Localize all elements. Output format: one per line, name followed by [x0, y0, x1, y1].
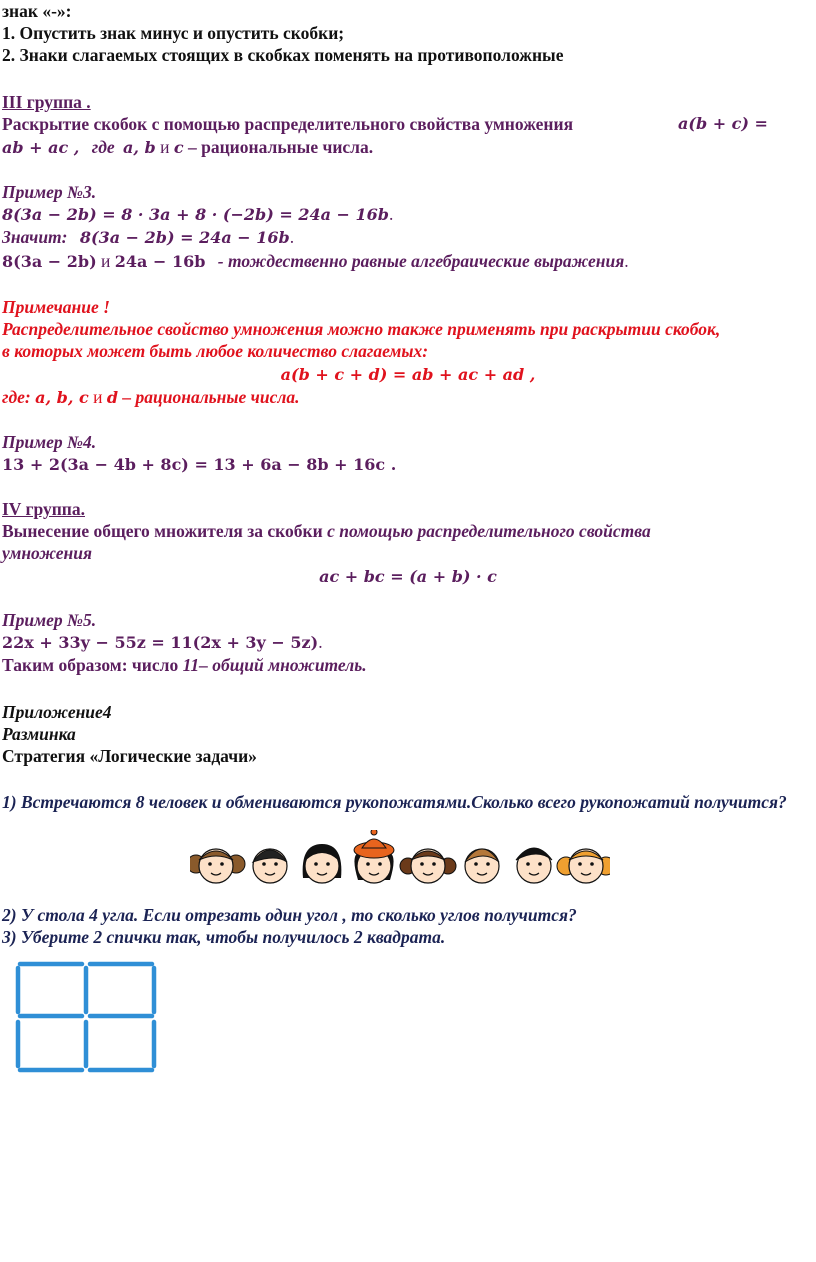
group-4-text — [2, 520, 651, 542]
children-faces-icon — [190, 830, 610, 892]
example-3-title: Пример №3. — [2, 182, 97, 202]
appendix-title: Приложение4 — [2, 702, 112, 722]
example-3-means: Значит: — [2, 227, 68, 247]
note-where: где: — [2, 387, 31, 407]
face-girl-blonde-icon — [557, 849, 610, 883]
question-3: 3) Уберите 2 спички так, чтобы получилось 2 квадрата. — [2, 927, 446, 947]
note-line-1: Распределительное свойство умножения можно также применять при раскрытии скобок, — [2, 319, 721, 339]
question-1: 1) Встречаются 8 человек и обмениваются рукопожатями.Сколько всего рукопожатий получится? — [2, 792, 787, 812]
group-3-title: III группа . — [2, 92, 91, 112]
example-5-line — [2, 631, 323, 654]
group-3-vars: a, b — [123, 138, 156, 157]
group-3-text-label: Раскрытие скобок с помощью распределительного свойства умножения — [2, 114, 574, 134]
face-girl-orange-hat-icon — [354, 830, 394, 883]
group-3-line-2 — [2, 136, 373, 159]
face-girl-pigtails-1-icon — [190, 849, 245, 883]
group-4-text-a: Вынесение общего множителя за скобки — [2, 521, 323, 541]
group-4-formula — [0, 565, 816, 588]
note-formula — [0, 363, 816, 386]
example-4-title: Пример №4. — [2, 432, 97, 452]
face-boy-dark-2-icon — [516, 848, 552, 883]
example-5-title: Пример №5. — [2, 610, 97, 630]
warmup-label: Разминка — [2, 724, 76, 744]
face-boy-brown-icon — [465, 849, 499, 883]
rule-2: 2. Знаки слагаемых стоящих в скобках поменять на противоположные — [2, 45, 564, 65]
group-3-and: и — [160, 137, 170, 157]
note-title: Примечание ! — [2, 297, 110, 317]
note-and: и — [93, 387, 103, 407]
group-4-title: IV группа. — [2, 499, 85, 519]
group-4-formula-text: ac + bc = (a + b) · c — [319, 567, 497, 586]
group-3-text — [2, 113, 768, 135]
example-4-equation: 13 + 2(3a − 4b + 8c) = 13 + 6a − 8b + 16c . — [2, 455, 397, 474]
example-3-equation-1: 8(3a − 2b) = 8 · 3a + 8 · (−2b) = 24a − 16b — [2, 205, 389, 224]
example-5-dot: . — [318, 632, 323, 652]
example-3-line-2: Значит: 8(3a − 2b) = 24a − 16b. — [2, 227, 295, 247]
example-3-line-3: 8(3a − 2b) и 24a − 16b - тождественно равные алгебраические выражения. — [2, 251, 629, 271]
group-3-where: где — [91, 137, 115, 157]
group-4-text-b: с помощью распределительного свойства — [327, 521, 651, 541]
example-3-dot: . — [388, 204, 394, 224]
group-3-var-c: c — [173, 138, 184, 157]
example-3-expr-b: 24a − 16b — [114, 252, 206, 271]
face-girl-bob-icon — [303, 844, 342, 883]
example-5-common-factor: 11– общий множитель. — [182, 655, 367, 675]
rule-1: 1. Опустить знак минус и опустить скобки; — [2, 23, 345, 43]
example-3-and: и — [101, 251, 111, 271]
group-4-text-c: умножения — [2, 543, 93, 563]
note-line-2: в которых может быть любое количество слагаемых: — [2, 341, 429, 361]
line-sign-minus: знак «-»: — [2, 1, 72, 21]
example-3-equation-2: 8(3a − 2b) = 24a − 16b — [79, 228, 290, 247]
example-5-thus: Таким образом: число — [2, 655, 179, 675]
note-var-d: d — [106, 388, 119, 407]
example-4-line — [2, 453, 396, 476]
note-rational: – рациональные числа. — [122, 387, 300, 407]
note-vars: a, b, c — [35, 388, 89, 407]
group-3-formula-a: a(b + c) = — [678, 114, 768, 133]
example-5-equation: 22x + 33y − 55z = 11(2x + 3y − 5z) — [2, 633, 319, 652]
face-girl-pigtails-2-icon — [400, 849, 456, 883]
matchstick-squares-icon — [14, 958, 160, 1078]
strategy-title: Стратегия «Логические задачи» — [2, 746, 257, 766]
example-3-identical: - тождественно равные алгебраические выражения — [217, 251, 625, 271]
example-5-thus-line — [2, 654, 367, 676]
note-formula-text: a(b + c + d) = ab + ac + ad , — [280, 365, 536, 384]
example-3-expr-a: 8(3a − 2b) — [2, 252, 97, 271]
note-where-line — [2, 386, 299, 409]
question-2: 2) У стола 4 угла. Если отрезать один угол , то сколько углов получится? — [2, 905, 577, 925]
example-3-line-1 — [2, 203, 393, 226]
face-boy-dark-1-icon — [253, 849, 287, 883]
group-3-rational: – рациональные числа. — [187, 137, 374, 157]
group-3-formula-b: ab + ac , — [2, 138, 80, 157]
